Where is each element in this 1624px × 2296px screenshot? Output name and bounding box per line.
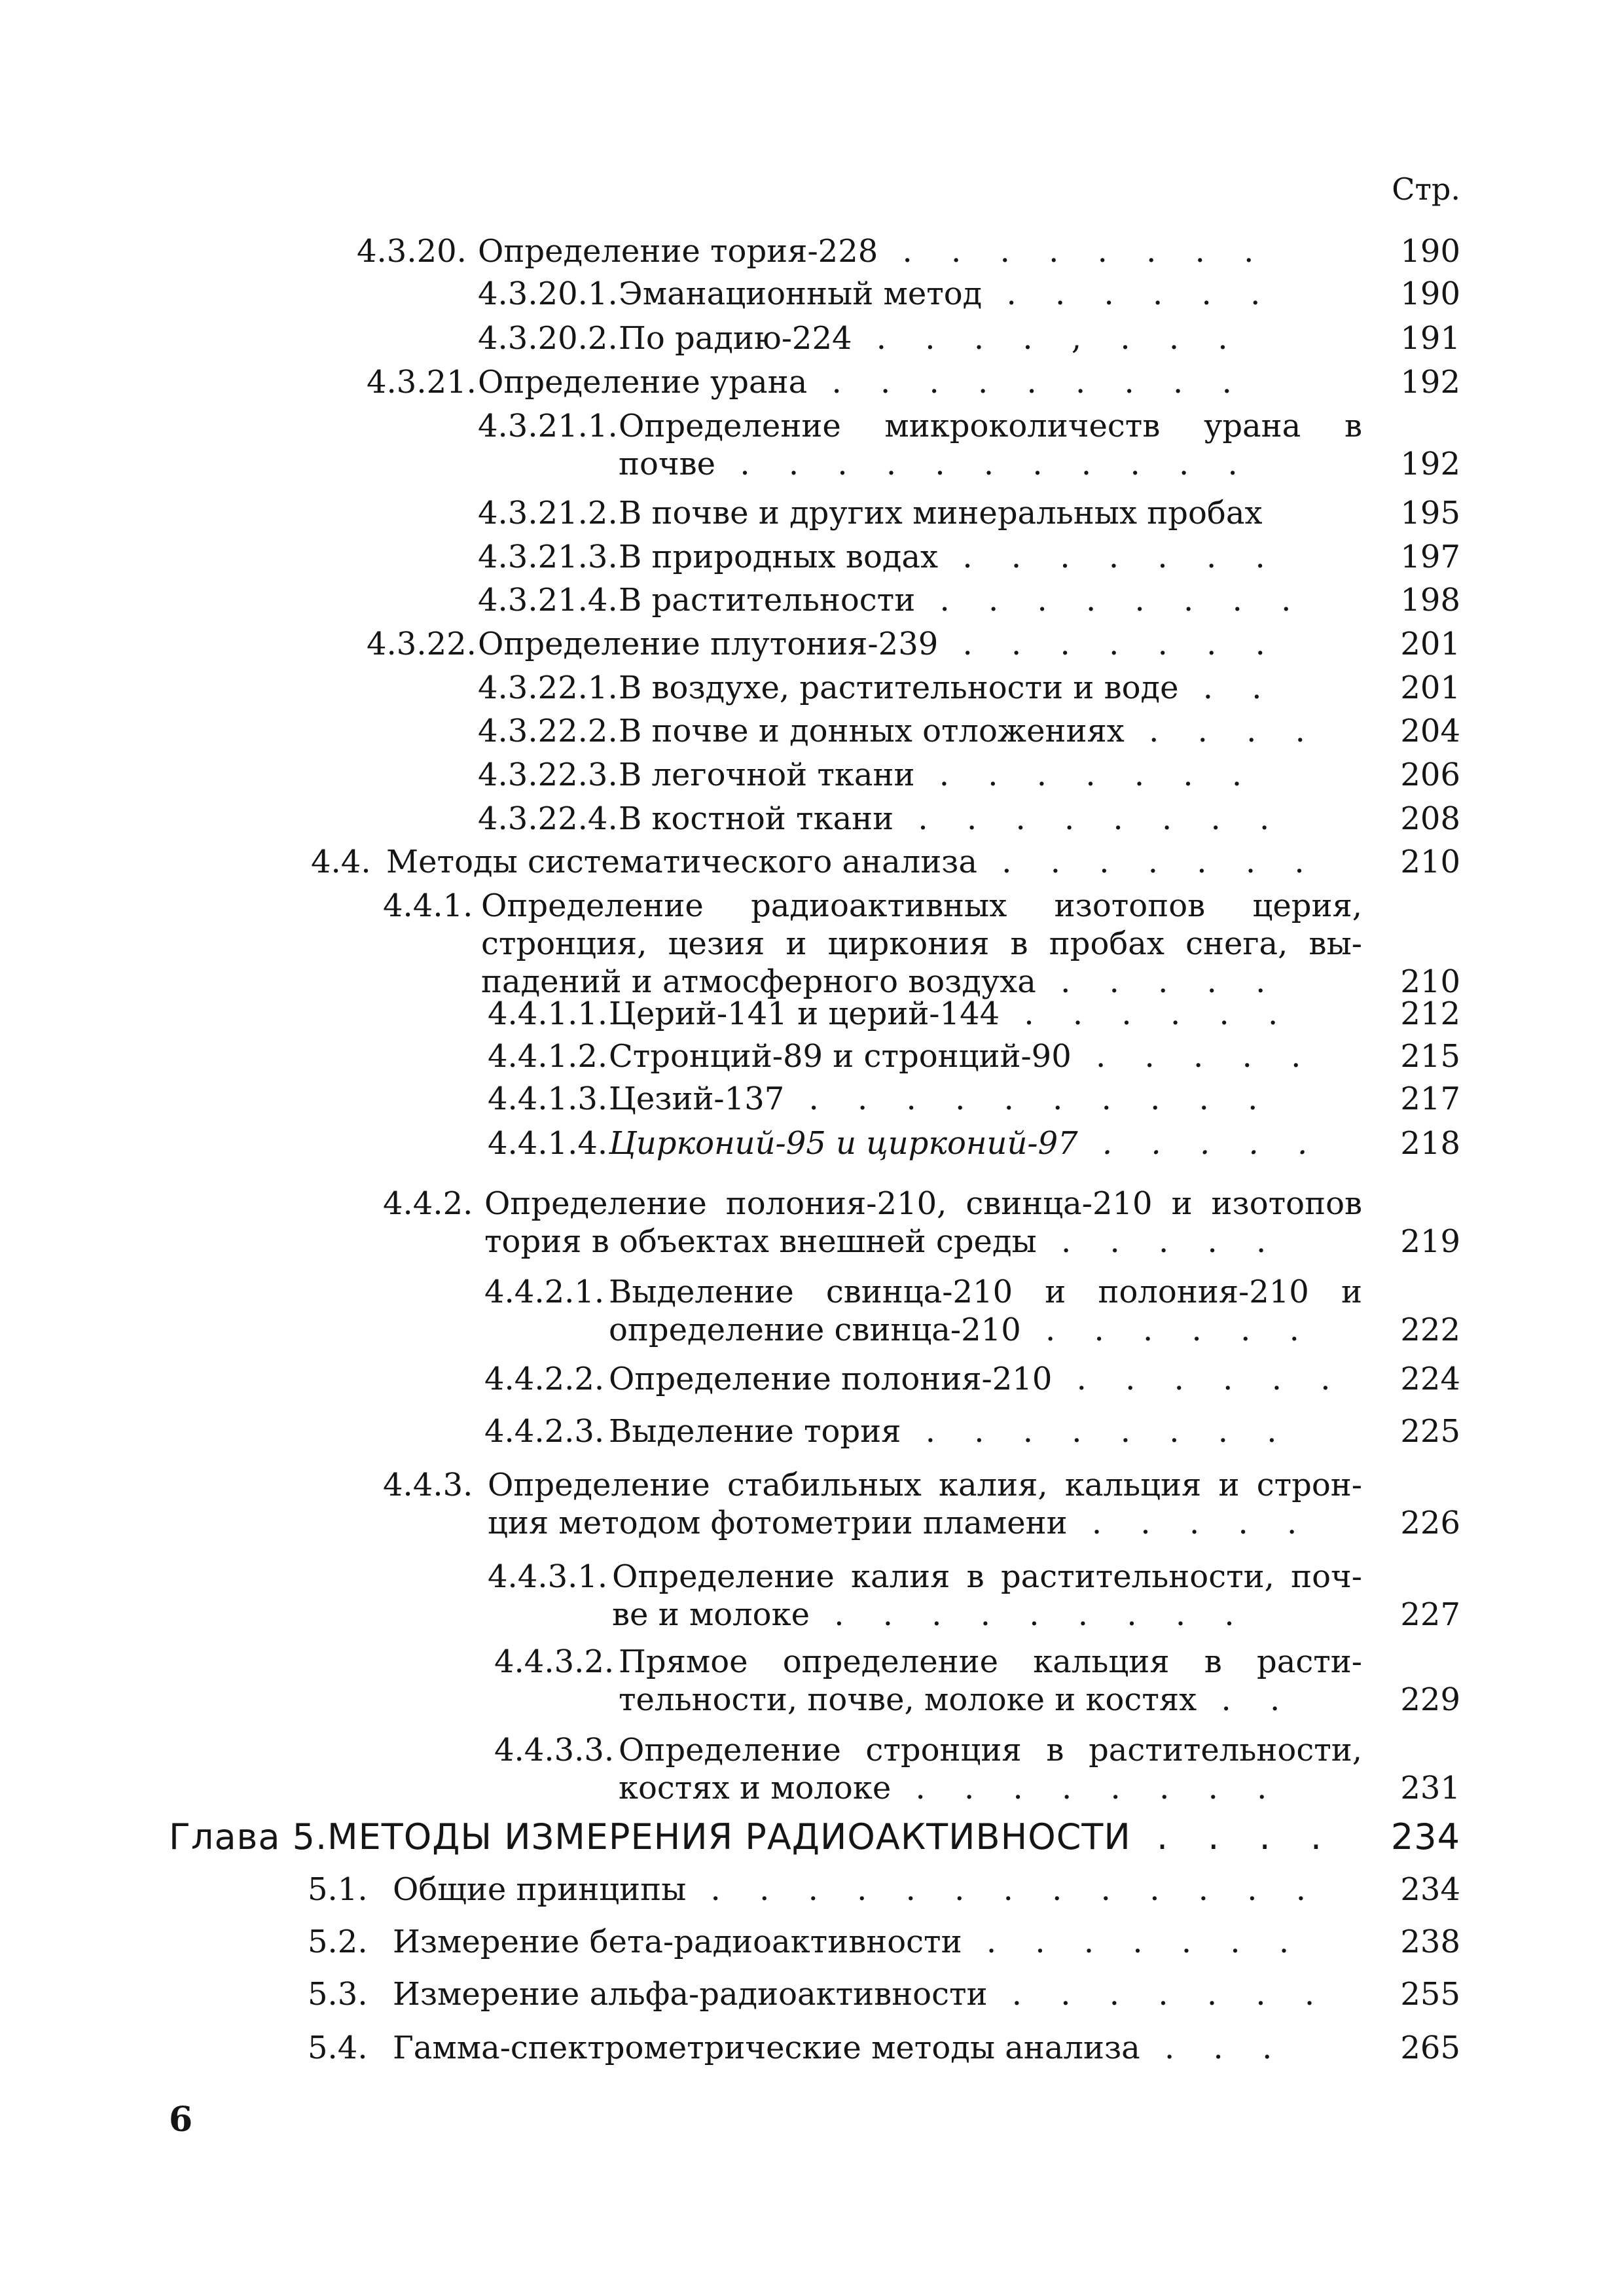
entry-title — [393, 1975, 1362, 2013]
entry-title — [609, 1080, 1362, 1118]
entry-title-line: Методы систематического анализа — [386, 844, 977, 880]
entry-number: 4.3.22.2. — [478, 713, 618, 749]
entry-page-number: 234 — [1400, 1871, 1460, 1908]
entry-number: 4.3.22.1. — [478, 670, 618, 706]
entry-title — [484, 1185, 1362, 1261]
entry-title — [386, 843, 1362, 881]
entry-page-number: 226 — [1400, 1505, 1460, 1541]
entry-title-line: Эманационный метод — [619, 276, 983, 312]
entry-number: 4.3.22.3. — [478, 757, 618, 793]
entry-title-line: Выделение свинца-210 и полония-210 и — [609, 1274, 1362, 1310]
entry-title-line: В почве и донных отложениях — [619, 713, 1125, 749]
entry-title — [619, 1731, 1362, 1807]
entry-number: 4.4. — [311, 844, 371, 880]
leader-dots: . . . . . . . — [938, 626, 1280, 662]
leader-dots: . . . . . . — [1000, 996, 1293, 1032]
entry-page-number: 210 — [1400, 844, 1460, 880]
leader-dots: . . . . . . . — [987, 1976, 1329, 2013]
leader-dots: . . . . . . . . — [915, 582, 1306, 619]
entry-title-line: ве и молоке — [612, 1596, 810, 1633]
entry-page-number: 201 — [1400, 670, 1460, 706]
entry-title — [478, 625, 1362, 663]
entry-page-number: 212 — [1400, 996, 1460, 1032]
leader-dots: . . . . , . . . — [852, 320, 1242, 357]
entry-page-number: 215 — [1400, 1038, 1460, 1075]
entry-title — [619, 800, 1362, 838]
leader-dots: . . . . . — [1077, 1125, 1322, 1162]
entry-title-line: Определение стронция в растительности, — [619, 1732, 1362, 1768]
entry-title — [393, 1871, 1362, 1909]
entry-title — [612, 1558, 1362, 1634]
leader-dots: . . . . . — [1071, 1038, 1316, 1075]
leader-dots: . . . . . . . — [914, 757, 1257, 793]
entry-title-line: В растительности — [619, 582, 916, 619]
entry-page-number: 206 — [1400, 757, 1460, 793]
entry-number: 4.3.21. — [367, 364, 477, 401]
leader-dots: . . . . . — [1067, 1505, 1312, 1541]
entry-title-line: Определение полония-210, свинца-210 и изотопов — [484, 1185, 1362, 1222]
entry-page-number: 224 — [1400, 1361, 1460, 1397]
entry-number: 4.4.3. — [383, 1467, 473, 1503]
entry-title-line: тельности, почве, молоке и костях — [619, 1681, 1197, 1718]
entry-title — [609, 1124, 1362, 1162]
entry-title — [393, 2029, 1362, 2067]
entry-page-number: 190 — [1400, 276, 1460, 312]
entry-page-number: 192 — [1400, 446, 1460, 482]
entry-title — [619, 538, 1362, 576]
entry-title-line: Стронций-89 и стронций-90 — [609, 1038, 1072, 1075]
entry-title — [619, 1643, 1362, 1719]
entry-number: 4.3.21.1. — [478, 408, 618, 444]
entry-title-line: Прямое определение кальция в расти- — [619, 1643, 1362, 1680]
entry-page-number: 238 — [1400, 1924, 1460, 1960]
entry-page-number: 218 — [1400, 1125, 1460, 1162]
entry-number: 4.4.3.3. — [494, 1732, 615, 1768]
entry-page-number: 217 — [1400, 1081, 1460, 1117]
entry-title-line: стронция, цезия и циркония в пробах снега, вы- — [481, 925, 1362, 962]
entry-title-line: Определение плутония-239 — [478, 626, 939, 662]
entry-number: 5.4. — [308, 2030, 368, 2066]
leader-dots: . . . . . — [1036, 963, 1280, 1000]
entry-page-number: 208 — [1400, 800, 1460, 837]
entry-title — [619, 669, 1362, 707]
entry-number: 4.3.20.1. — [478, 276, 618, 312]
entry-page-number: 255 — [1400, 1976, 1460, 2013]
entry-title-line: Определение тория-228 — [478, 233, 878, 270]
entry-title-line: Определение урана — [478, 364, 808, 401]
leader-dots: . . . . . . . . . — [807, 364, 1246, 401]
entry-number: 4.3.21.2. — [478, 495, 618, 531]
entry-page-number: 265 — [1400, 2030, 1460, 2066]
entry-page-number: 222 — [1400, 1312, 1460, 1348]
entry-title — [393, 1923, 1362, 1961]
entry-page-number: 231 — [1400, 1770, 1460, 1806]
leader-dots: . . . . . . . — [938, 539, 1280, 575]
entry-title-line: падений и атмосферного воздуха — [481, 963, 1036, 1000]
entry-title — [327, 1818, 1362, 1856]
entry-number: 5.2. — [308, 1924, 368, 1960]
entry-page-number: 192 — [1400, 364, 1460, 401]
entry-page-number: 195 — [1400, 495, 1460, 531]
leader-dots: . . . . . . — [982, 276, 1275, 312]
entry-title-line: В воздухе, растительности и воде — [619, 670, 1179, 706]
entry-title — [619, 275, 1362, 313]
entry-page-number: 219 — [1400, 1223, 1460, 1260]
leader-dots: . . . . . . . . — [878, 233, 1269, 270]
leader-dots: . . — [1197, 1681, 1295, 1718]
entry-number: 4.4.1. — [383, 888, 473, 924]
leader-dots: . . . . — [1130, 1816, 1337, 1857]
entry-title — [478, 232, 1362, 270]
entry-title-line: определение свинца-210 — [609, 1312, 1021, 1348]
entry-number: 4.4.1.1. — [488, 996, 608, 1032]
entry-number: Глава 5. — [169, 1816, 328, 1857]
entry-title — [481, 887, 1362, 1001]
entry-title-line: Определение калия в растительности, поч- — [612, 1558, 1362, 1595]
entry-number: 4.4.3.1. — [488, 1558, 608, 1595]
entry-title-line: Цирконий-95 и цирконий-97 — [609, 1125, 1078, 1162]
leader-dots: . . . . . . . . . . . — [715, 446, 1252, 482]
entry-page-number: 204 — [1400, 713, 1460, 749]
entry-page-number: 190 — [1400, 233, 1460, 270]
entry-number: 4.4.1.3. — [488, 1081, 608, 1117]
entry-title-line: Гамма-спектрометрические методы анализа — [393, 2030, 1140, 2066]
entry-title-line: В костной ткани — [619, 800, 894, 837]
entry-number: 4.4.1.4. — [488, 1125, 608, 1162]
entry-title — [609, 995, 1362, 1033]
entry-title-line: Определение микроколичеств урана в — [619, 408, 1362, 444]
page-column-label: Стр. — [1392, 171, 1460, 207]
entry-number: 4.4.3.2. — [494, 1643, 615, 1680]
entry-title-line: Измерение бета-радиоактивности — [393, 1924, 962, 1960]
entry-page-number: 191 — [1400, 320, 1460, 357]
leader-dots: . . . . . . . . . . . . . — [686, 1871, 1320, 1908]
entry-title-line: Выделение тория — [609, 1413, 901, 1450]
entry-title — [478, 363, 1362, 401]
entry-title — [619, 407, 1362, 483]
entry-title-line: Общие принципы — [393, 1871, 687, 1908]
entry-page-number: 197 — [1400, 539, 1460, 575]
entry-title — [609, 1412, 1362, 1450]
entry-number: 4.3.21.3. — [478, 539, 618, 575]
entry-title-line: В почве и других минеральных пробах — [619, 495, 1263, 531]
entry-number: 4.4.2.3. — [484, 1413, 605, 1450]
entry-title — [619, 581, 1362, 619]
entry-page-number: 234 — [1390, 1816, 1460, 1857]
entry-title-line: В природных водах — [619, 539, 939, 575]
entry-title-line: тория в объектах внешней среды — [484, 1223, 1037, 1260]
leader-dots: . . . . . . . . . . — [784, 1081, 1272, 1117]
entry-number: 4.4.2. — [383, 1185, 473, 1222]
leader-dots: . . . . . . . . — [901, 1413, 1291, 1450]
entry-page-number: 198 — [1400, 582, 1460, 619]
leader-dots: . . — [1178, 670, 1276, 706]
leader-dots: . . . . . . . — [977, 844, 1319, 880]
leader-dots: . . . . . . . . . — [809, 1596, 1249, 1633]
entry-number: 5.3. — [308, 1976, 368, 2013]
leader-dots: . . . . . . — [1052, 1361, 1345, 1397]
entry-number: 5.1. — [308, 1871, 368, 1908]
entry-page-number: 225 — [1400, 1413, 1460, 1450]
entry-title — [619, 494, 1362, 532]
entry-number: 4.3.22. — [367, 626, 477, 662]
entry-number: 4.3.22.4. — [478, 800, 618, 837]
entry-title — [609, 1037, 1362, 1075]
entry-page-number: 201 — [1400, 626, 1460, 662]
entry-number: 4.3.21.4. — [478, 582, 618, 619]
entry-title-line: В легочной ткани — [619, 757, 915, 793]
entry-title-line: Измерение альфа-радиоактивности — [393, 1976, 988, 2013]
entry-title-line: Определение полония-210 — [609, 1361, 1053, 1397]
entry-title-line: ция методом фотометрии пламени — [488, 1505, 1068, 1541]
entry-page-number: 227 — [1400, 1596, 1460, 1633]
entry-title-line: МЕТОДЫ ИЗМЕРЕНИЯ РАДИОАКТИВНОСТИ — [327, 1816, 1131, 1857]
entry-title-line: костях и молоке — [619, 1770, 892, 1806]
leader-dots: . . . . . . — [1020, 1312, 1314, 1348]
entry-number: 4.4.1.2. — [488, 1038, 608, 1075]
entry-page-number: 229 — [1400, 1681, 1460, 1718]
entry-number: 4.3.20. — [357, 233, 467, 270]
entry-number: 4.4.2.2. — [484, 1361, 605, 1397]
entry-title — [619, 319, 1362, 357]
entry-title — [619, 712, 1362, 750]
leader-dots: . . . . — [1124, 713, 1320, 749]
entry-number: 4.3.20.2. — [478, 320, 618, 357]
leader-dots: . . . . . . . — [962, 1924, 1304, 1960]
entry-page-number: 210 — [1400, 963, 1460, 1000]
entry-number: 4.4.2.1. — [484, 1274, 605, 1310]
entry-title — [488, 1466, 1362, 1542]
entry-title-line: Определение стабильных калия, кальция и строн- — [488, 1467, 1362, 1503]
leader-dots: . . . — [1140, 2030, 1287, 2066]
leader-dots: . . . . . . . . — [891, 1770, 1282, 1806]
entry-title — [619, 756, 1362, 794]
leader-dots: . . . . . . . . — [893, 800, 1284, 837]
entry-title-line: Церий-141 и церий-144 — [609, 996, 1000, 1032]
entry-title-line: Цезий-137 — [609, 1081, 785, 1117]
page-number: 6 — [169, 2100, 193, 2140]
entry-title — [609, 1273, 1362, 1349]
entry-title-line: почве — [619, 446, 716, 482]
entry-title-line: Определение радиоактивных изотопов церия, — [481, 888, 1362, 924]
entry-title — [609, 1360, 1362, 1398]
entry-title-line: По радию-224 — [619, 320, 852, 357]
leader-dots: . . . . . — [1036, 1223, 1281, 1260]
